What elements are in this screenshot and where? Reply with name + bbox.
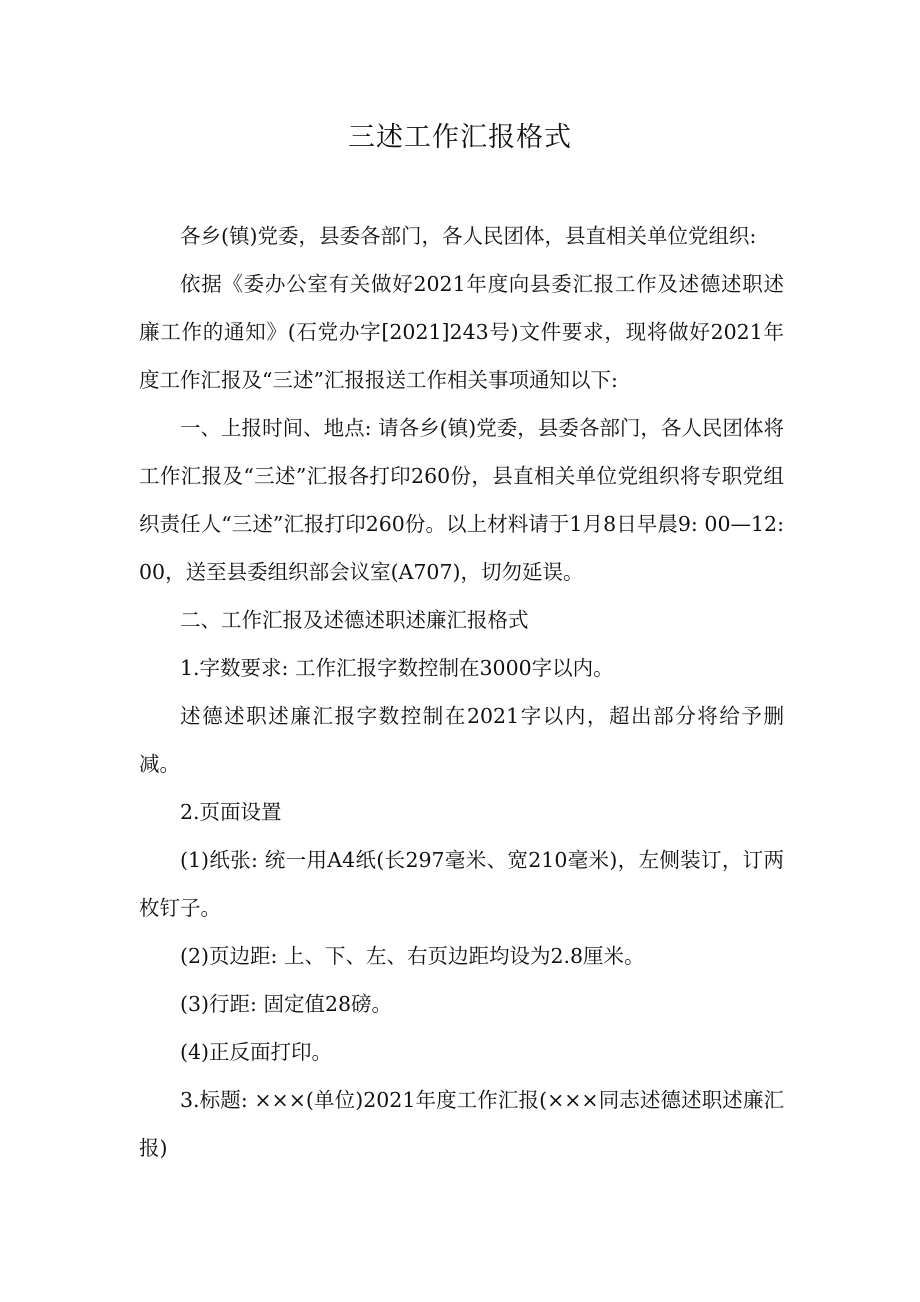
paragraph-line-spacing: (3)行距: 固定值28磅。 — [180, 992, 393, 1016]
paragraph-format-heading: 二、工作汇报及述德述职述廉汇报格式 — [180, 608, 529, 632]
paragraph-title-format: 3.标题: ×××(单位)2021年度工作汇报(×××同志述德述职述廉汇报) — [139, 1088, 784, 1160]
paragraph-addressee: 各乡(镇)党委，县委各部门，各人民团体，县直相关单位党组织: — [180, 224, 757, 248]
document-body — [139, 212, 784, 1172]
paragraph-time-location: 一、上报时间、地点: 请各乡(镇)党委，县委各部门，各人民团体将工作汇报及“三述”汇报各打印260份，县直相关单位党组织将专职党组织责任人“三述”汇报打印260份。以上材料请于1月8日早晨9: 00—12: 00，送至县委组织部会议室(A707)，切勿延误。 — [139, 416, 784, 584]
paragraph-duplex: (4)正反面打印。 — [180, 1040, 333, 1064]
paragraph-margins: (2)页边距: 上、下、左、右页边距均设为2.8厘米。 — [180, 944, 645, 968]
paragraph-intro: 依据《委办公室有关做好2021年度向县委汇报工作及述德述职述廉工作的通知》(石党办字[2021]243号)文件要求，现将做好2021年度工作汇报及“三述”汇报报送工作相关事项通知以下: — [139, 272, 784, 392]
document-title: 三述工作汇报格式 — [348, 122, 572, 153]
paragraph-paper: (1)纸张: 统一用A4纸(长297毫米、宽210毫米)，左侧装订，订两枚钉子。 — [139, 848, 784, 920]
paragraph-word-count-detail: 述德述职述廉汇报字数控制在2021字以内，超出部分将给予删减。 — [139, 704, 784, 776]
paragraph-page-setup: 2.页面设置 — [180, 800, 282, 824]
paragraph-word-count: 1.字数要求: 工作汇报字数控制在3000字以内。 — [180, 656, 614, 680]
